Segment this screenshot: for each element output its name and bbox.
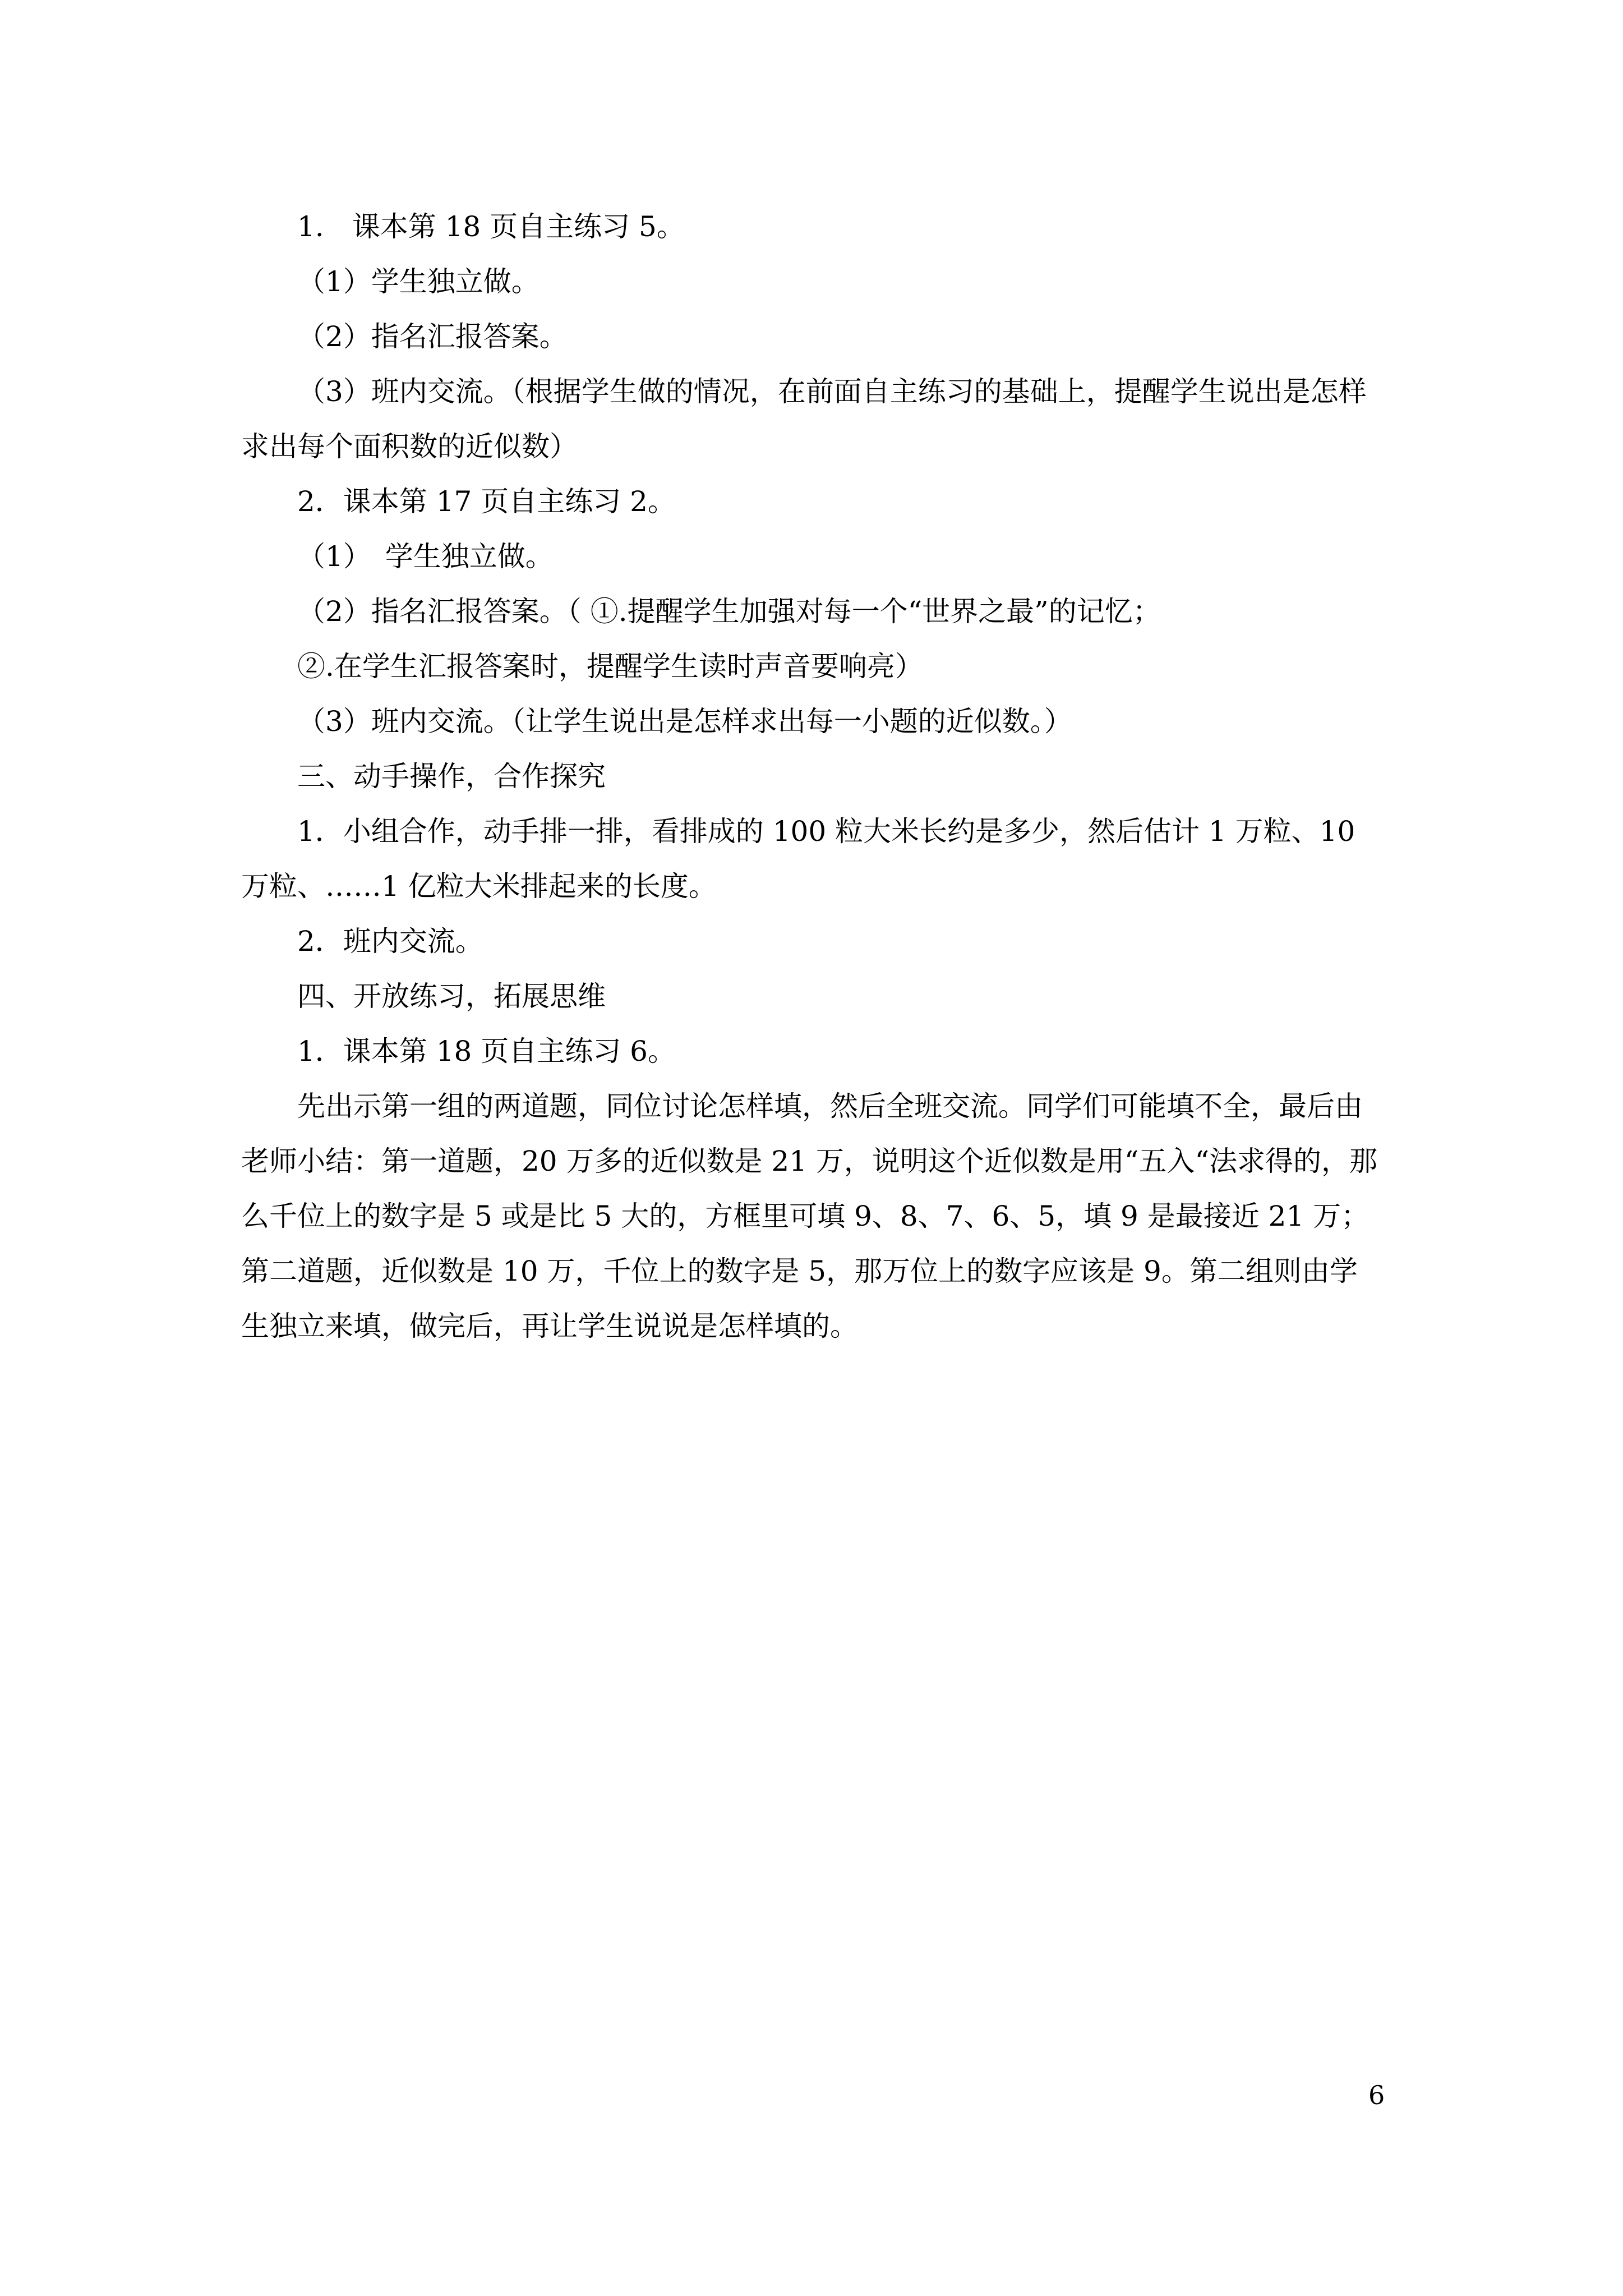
step-report-answers: （2）指名汇报答案。 <box>297 320 568 353</box>
step-class-discussion-2: （3）班内交流。（让学生说出是怎样求出每一小题的近似数。） <box>297 705 1072 738</box>
section-3-heading: 三、动手操作，合作探究 <box>297 760 606 793</box>
section-4-heading: 四、开放练习，拓展思维 <box>297 980 606 1013</box>
group-activity: 1．小组合作，动手排一排，看排成的 100 粒大米长约是多少，然后估计 1 万粒、10 万粒、……1 亿粒大米排起来的长度。 <box>241 815 1355 903</box>
body-text <box>241 199 1385 1354</box>
item-1-heading: 1. 课本第 18 页自主练习 5。 <box>297 210 685 243</box>
step-independent-work: （1）学生独立做。 <box>297 265 540 298</box>
item-2-heading: 2．课本第 17 页自主练习 2。 <box>297 485 676 518</box>
step-report-answers-2: （2）指名汇报答案。（ ①.提醒学生加强对每一个“世界之最”的记忆； <box>297 595 1161 628</box>
reminder-note: ②.在学生汇报答案时，提醒学生读时声音要响亮） <box>297 650 923 683</box>
exercise-6-explanation: 先出示第一组的两道题，同位讨论怎样填，然后全班交流。同学们可能填不全，最后由老师小结：第一道题，20 万多的近似数是 21 万，说明这个近似数是用“五入“法求得的，那么千位上的数字是 5 或是比 5 大的，方框里可填 9、8、7、6、5，填 9 是最接近 21 万；第二道题，近似数是 10 万，千位上的数字是 5，那万位上的数字应该是 9。第二组则由学生独立来填，做完后，再让学生说说是怎样填的。 <box>241 1090 1378 1342</box>
step-independent-work-2: （1） 学生独立做。 <box>297 540 554 573</box>
step-class-discussion: （3）班内交流。（根据学生做的情况，在前面自主练习的基础上，提醒学生说出是怎样求出每个面积数的近似数） <box>241 375 1367 463</box>
exercise-6-heading: 1．课本第 18 页自主练习 6。 <box>297 1035 676 1068</box>
page-number: 6 <box>1368 2080 1385 2110</box>
class-exchange: 2．班内交流。 <box>297 925 483 958</box>
